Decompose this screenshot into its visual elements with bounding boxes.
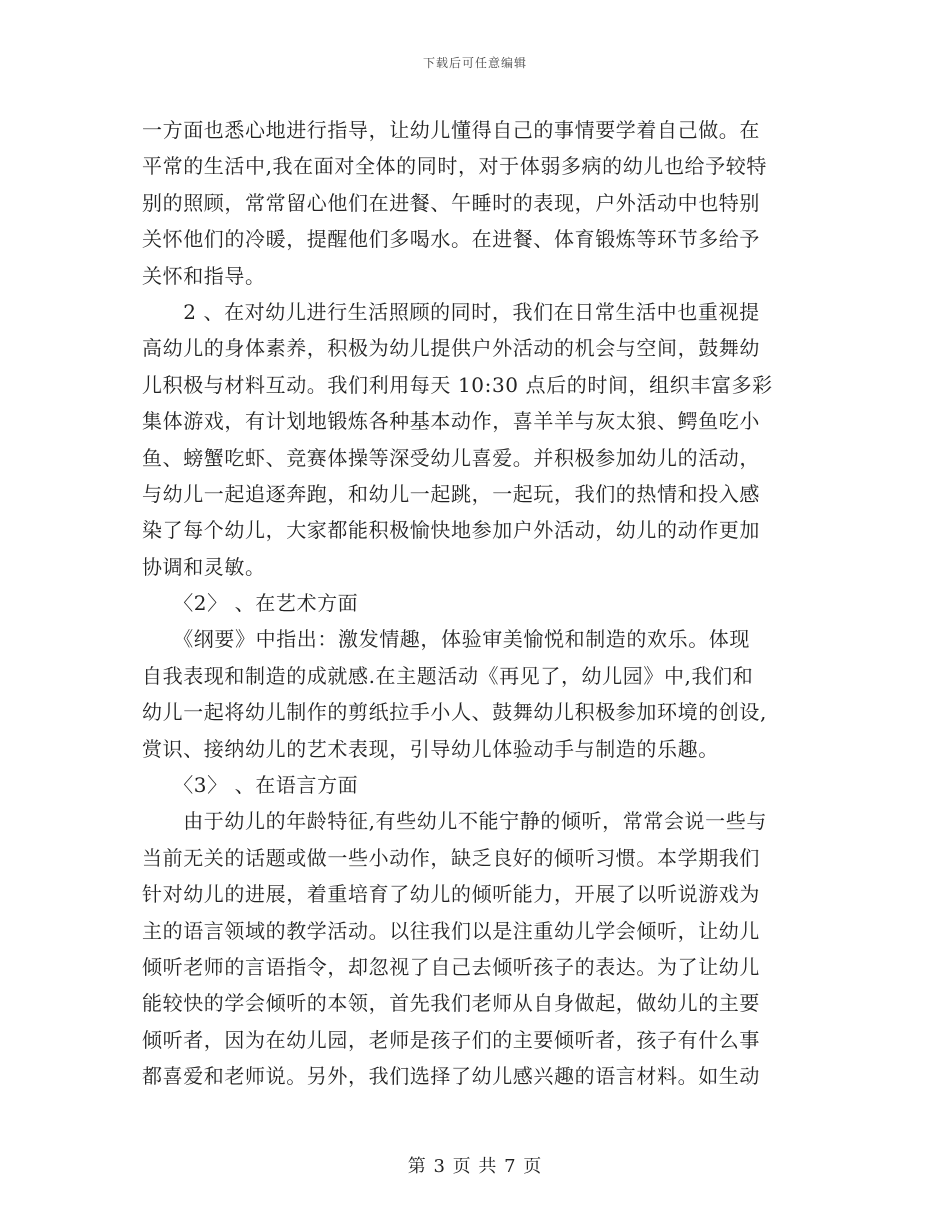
- text-line: 一方面也悉心地进行指导，让幼儿懂得自己的事情要学着自己做。在: [142, 118, 760, 142]
- text-line: 〈3〉 、在语言方面: [142, 773, 359, 798]
- text-line: 平常的生活中,我在面对全体的同时，对于体弱多病的幼儿也给予较特: [142, 154, 767, 179]
- text-line: 主的语言领域的教学活动。以往我们以是注重幼儿学会倾听，让幼儿: [142, 918, 760, 943]
- text-line: 当前无关的话题或做一些小动作，缺乏良好的倾听习惯。本学期我们: [142, 845, 760, 870]
- text-line: 自我表现和制造的成就感.在主题活动《再见了，幼儿园》中,我们和: [142, 663, 754, 688]
- text-line: 赏识、接纳幼儿的艺术表现，引导幼儿体验动手与制造的乐趣。: [142, 736, 719, 761]
- text-line: 《纲要》中指出：激发情趣，体验审美愉悦和制造的欢乐。体现: [142, 627, 750, 652]
- text-line: 染了每个幼儿，大家都能积极愉快地参加户外活动，幼儿的动作更加: [142, 518, 760, 543]
- text-line: 倾听老师的言语指令，却忽视了自己去倾听孩子的表达。为了让幼儿: [142, 954, 760, 979]
- text-line: 针对幼儿的进展，着重培育了幼儿的倾听能力，开展了以听说游戏为: [142, 882, 760, 907]
- text-line: 关怀他们的冷暖，提醒他们多喝水。在进餐、体育锻炼等环节多给予: [142, 227, 760, 252]
- text-line: 与幼儿一起追逐奔跑，和幼儿一起跳，一起玩，我们的热情和投入感: [142, 481, 760, 506]
- text-line: 能较快的学会倾听的本领，首先我们老师从自身做起，做幼儿的主要: [142, 991, 760, 1016]
- page-header: 下载后可任意编辑: [422, 56, 527, 70]
- text-line: 倾听者，因为在幼儿园，老师是孩子们的主要倾听者，孩子有什么事: [142, 1027, 760, 1052]
- text-line: 鱼、螃蟹吃虾、竞赛体操等深受幼儿喜爱。并积极参加幼儿的活动，: [142, 445, 760, 470]
- text-line: 别的照顾，常常留心他们在进餐、午睡时的表现，户外活动中也特别: [142, 190, 760, 215]
- text-line: 幼儿一起将幼儿制作的剪纸拉手小人、鼓舞幼儿积极参加环境的创设,: [142, 700, 767, 725]
- text-line: 2 、在对幼儿进行生活照顾的同时，我们在日常生活中也重视提: [142, 299, 760, 324]
- text-line: 都喜爱和老师说。另外，我们选择了幼儿感兴趣的语言材料。如生动: [142, 1064, 760, 1089]
- text-line: 儿积极与材料互动。我们利用每天 10:30 点后的时间，组织丰富多彩: [142, 372, 773, 397]
- text-line: 由于幼儿的年龄特征,有些幼儿不能宁静的倾听，常常会说一些与: [142, 809, 767, 834]
- text-line: 集体游戏，有计划地锻炼各种基本动作，喜羊羊与灰太狼、鳄鱼吃小: [142, 409, 760, 434]
- text-line: 协调和灵敏。: [142, 554, 266, 579]
- document-body: [142, 112, 806, 1095]
- text-line: 高幼儿的身体素养，积极为幼儿提供户外活动的机会与空间，鼓舞幼: [142, 336, 760, 361]
- text-line: 〈2〉 、在艺术方面: [142, 591, 359, 616]
- text-line: 关怀和指导。: [142, 263, 266, 288]
- page-footer: 第 3 页 共 7 页: [407, 1156, 543, 1177]
